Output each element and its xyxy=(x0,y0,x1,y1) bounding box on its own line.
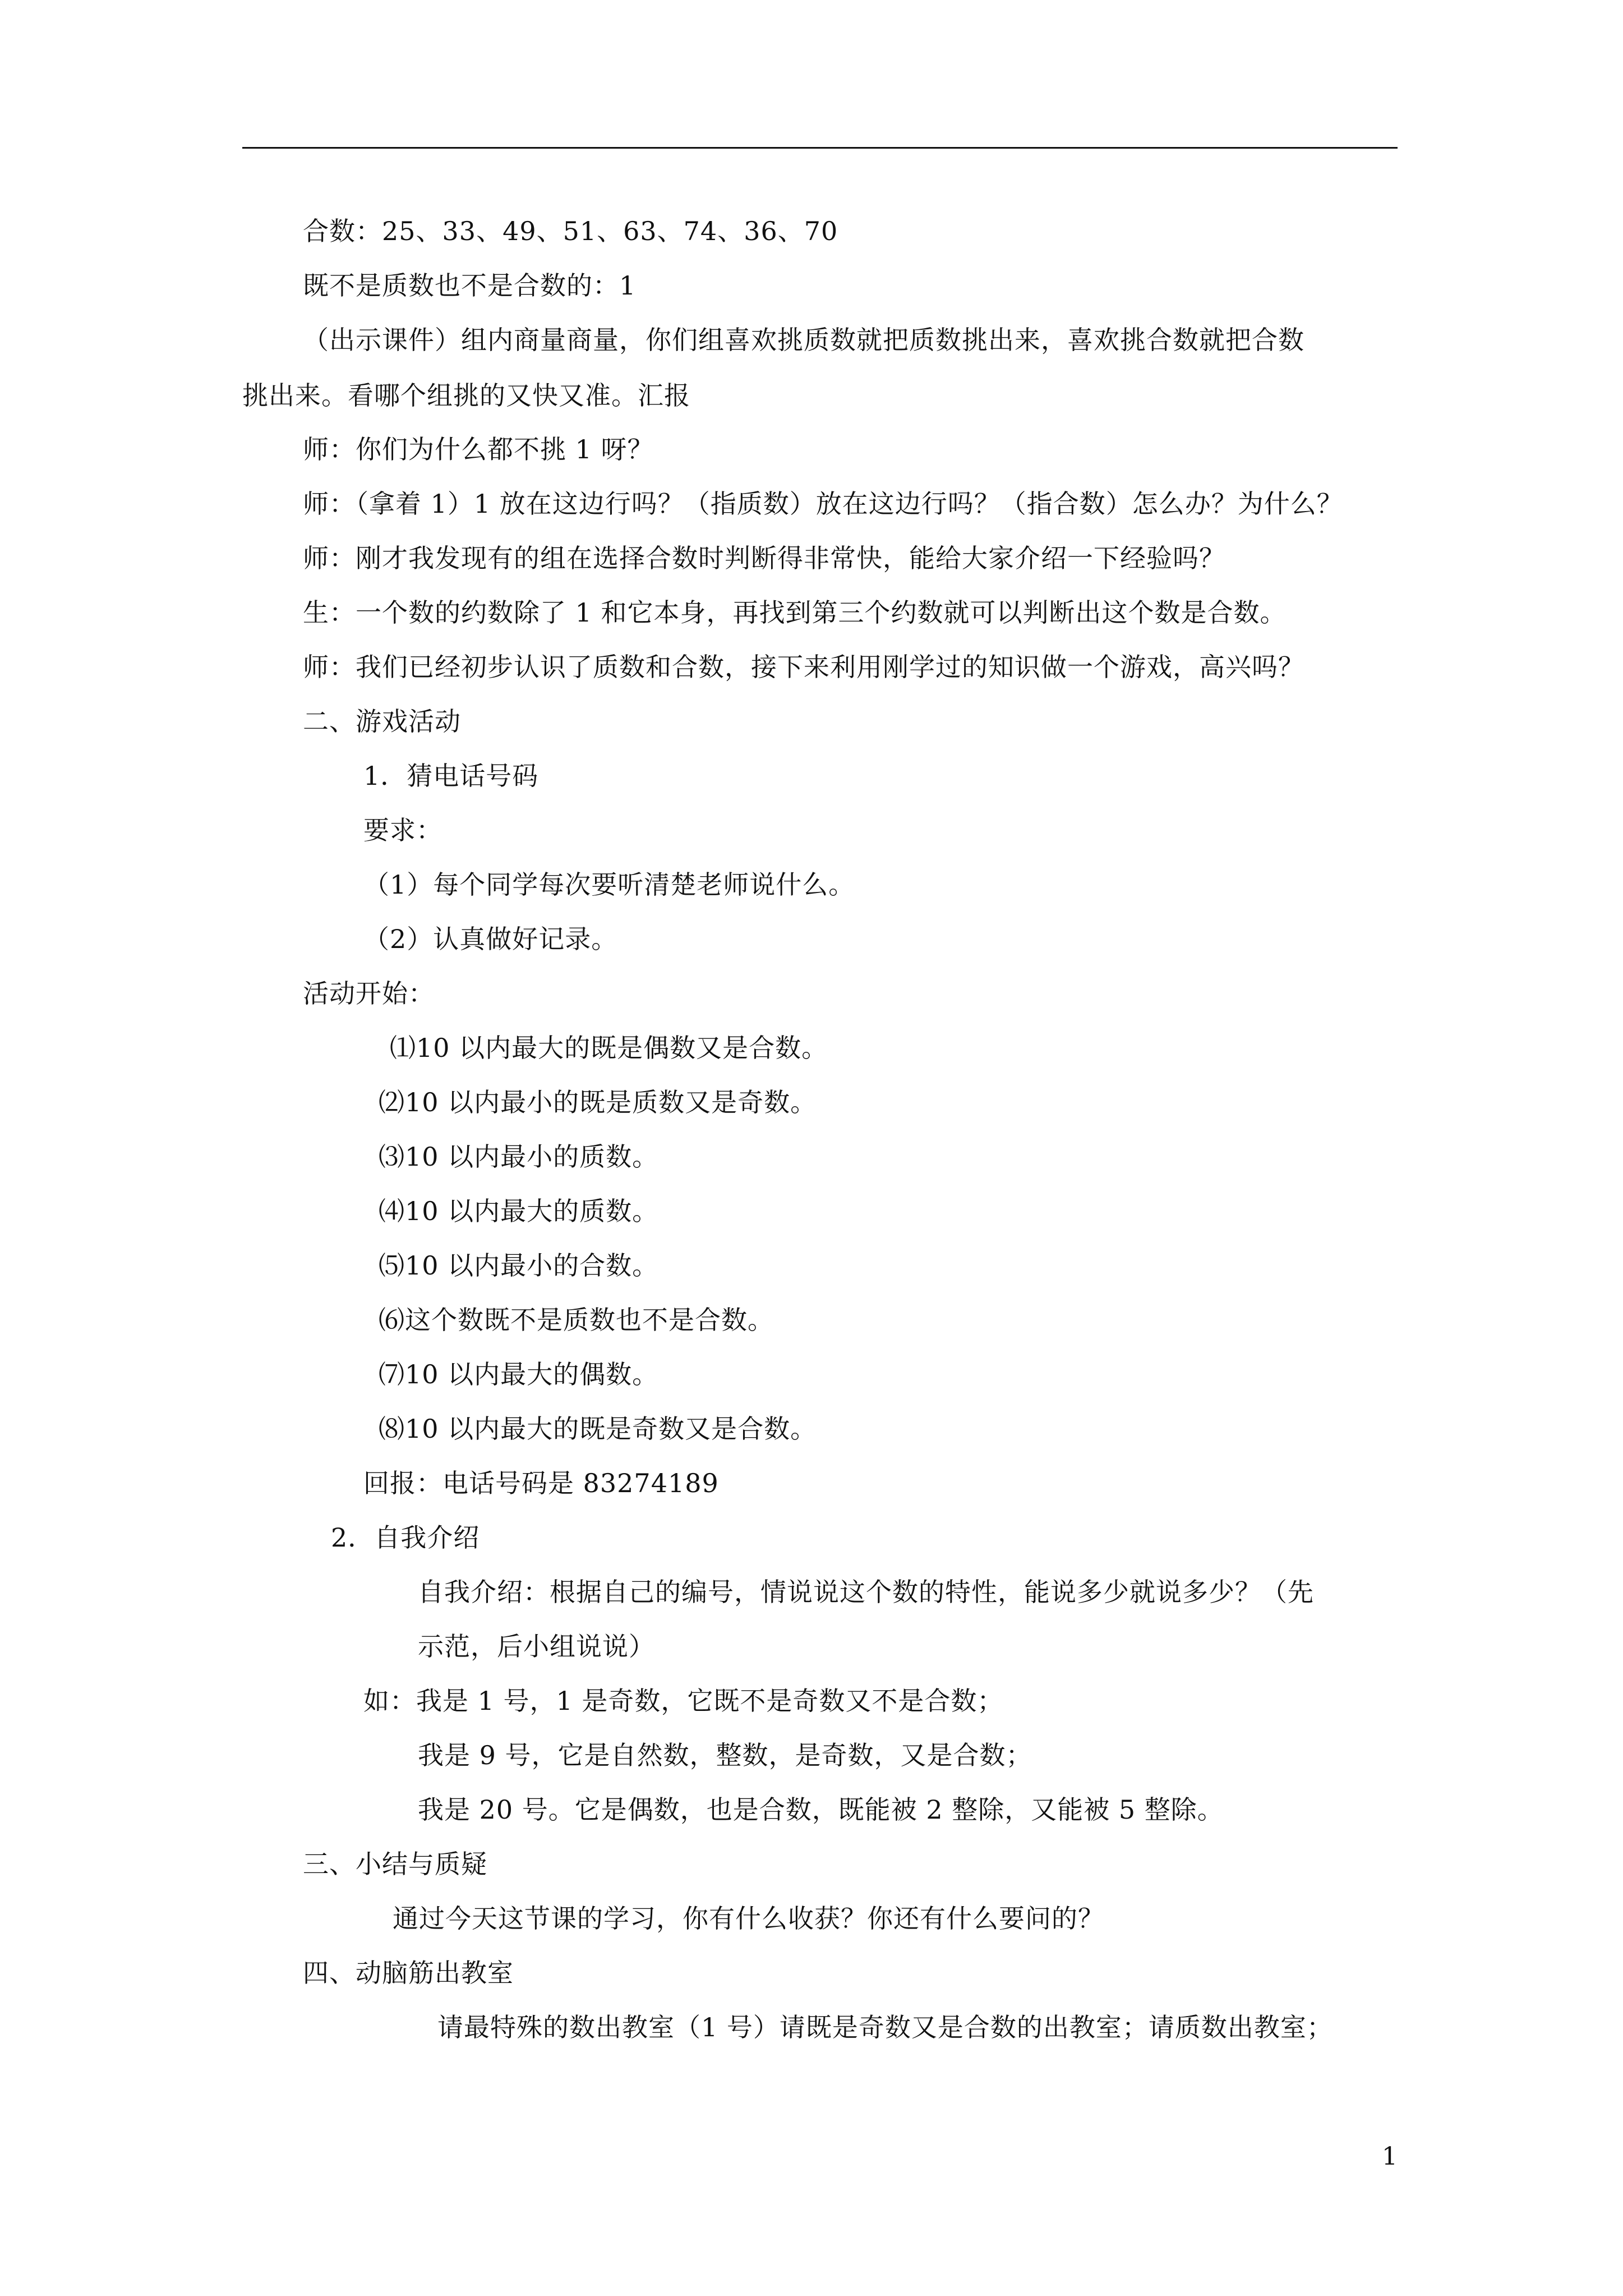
header-rule xyxy=(242,147,1398,149)
subsection-heading: 1．猜电话号码 xyxy=(363,761,539,791)
text-line: 挑出来。看哪个组挑的又快又准。汇报 xyxy=(242,380,690,411)
text-line: 师：（拿着 1）1 放在这边行吗？（指质数）放在这边行吗？（指合数）怎么办？为什么？ xyxy=(303,489,1343,519)
text-line: 活动开始： xyxy=(303,978,435,1009)
list-item: ⑻10 以内最大的既是奇数又是合数。 xyxy=(379,1414,817,1444)
list-item: ⑹这个数既不是质数也不是合数。 xyxy=(379,1305,774,1335)
text-line: 合数：25、33、49、51、63、74、36、70 xyxy=(303,216,838,246)
text-line: 回报：电话号码是 83274189 xyxy=(363,1468,719,1498)
text-line: 师：你们为什么都不挑 1 呀？ xyxy=(303,434,654,464)
text-line: 生：一个数的约数除了 1 和它本身，再找到第三个约数就可以判断出这个数是合数。 xyxy=(303,597,1287,628)
page-number: 1 xyxy=(1382,2142,1398,2171)
text-line: 请最特殊的数出教室（1 号）请既是奇数又是合数的出教室；请质数出教室； xyxy=(437,2012,1333,2042)
section-heading: 二、游戏活动 xyxy=(303,706,461,737)
text-line: （出示课件）组内商量商量，你们组喜欢挑质数就把质数挑出来，喜欢挑合数就把合数 xyxy=(303,325,1304,355)
text-line: 自我介绍：根据自己的编号，情说说这个数的特性，能说多少就说多少？（先 xyxy=(418,1577,1314,1607)
text-line: 示范，后小组说说） xyxy=(418,1631,655,1662)
text-line: 要求： xyxy=(363,815,442,845)
text-line: （2）认真做好记录。 xyxy=(363,924,618,954)
text-line: （1）每个同学每次要听清楚老师说什么。 xyxy=(363,869,855,900)
text-line: 师：我们已经初步认识了质数和合数，接下来利用刚学过的知识做一个游戏，高兴吗？ xyxy=(303,652,1304,682)
section-heading: 三、小结与质疑 xyxy=(303,1849,487,1879)
text-line: 师：刚才我发现有的组在选择合数时判断得非常快，能给大家介绍一下经验吗？ xyxy=(303,543,1225,573)
section-heading: 四、动脑筋出教室 xyxy=(303,1958,514,1988)
list-item: ⑸10 以内最小的合数。 xyxy=(379,1250,659,1281)
subsection-heading: 2．自我介绍 xyxy=(331,1522,480,1553)
list-item: ⑴10 以内最大的既是偶数又是合数。 xyxy=(390,1033,828,1063)
list-item: ⑶10 以内最小的质数。 xyxy=(379,1142,659,1172)
text-line: 我是 9 号，它是自然数，整数，是奇数，又是合数； xyxy=(418,1740,1032,1770)
text-line: 既不是质数也不是合数的：1 xyxy=(303,270,637,301)
text-line: 通过今天这节课的学习，你有什么收获？你还有什么要问的？ xyxy=(393,1903,1104,1934)
text-line: 我是 20 号。它是偶数，也是合数，既能被 2 整除，又能被 5 整除。 xyxy=(418,1795,1224,1825)
text-line: 如：我是 1 号，1 是奇数，它既不是奇数又不是合数； xyxy=(363,1686,1004,1716)
list-item: ⑷10 以内最大的质数。 xyxy=(379,1196,659,1226)
list-item: ⑺10 以内最大的偶数。 xyxy=(379,1359,659,1389)
list-item: ⑵10 以内最小的既是质数又是奇数。 xyxy=(379,1087,817,1117)
